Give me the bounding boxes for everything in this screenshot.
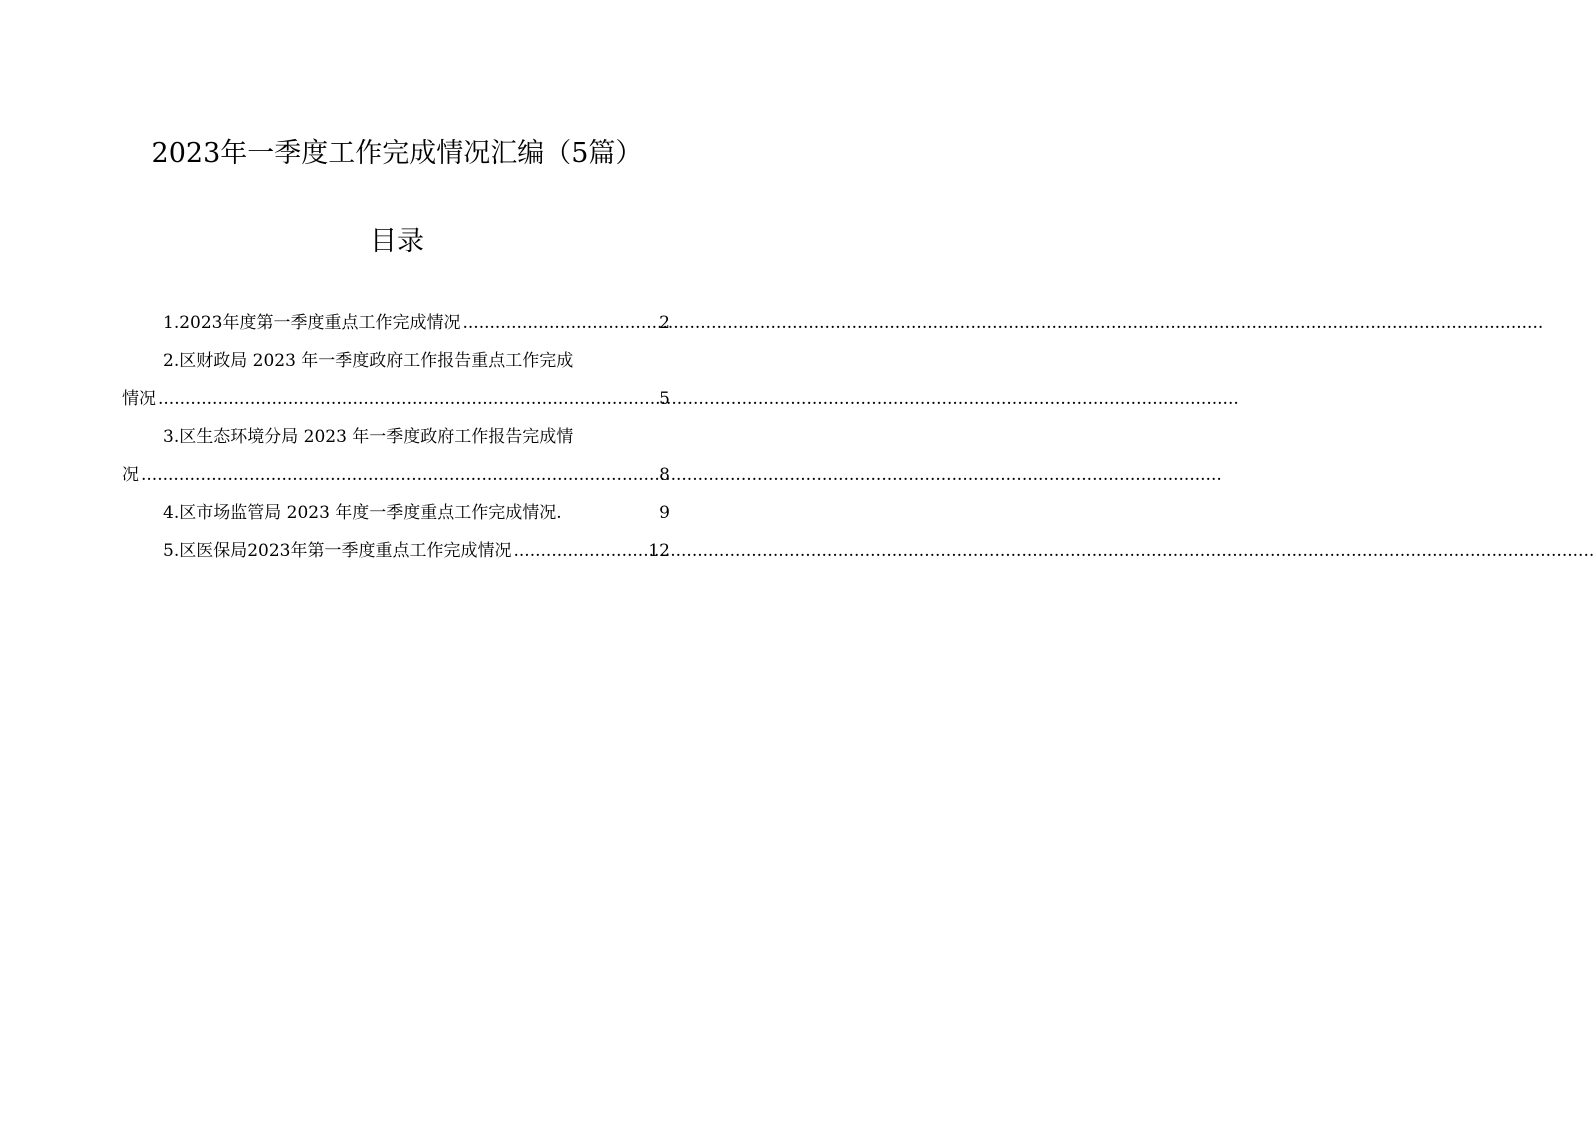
toc-entry-page: 12: [648, 541, 670, 561]
toc-entry-title: 区生态环境分局 2023 年一季度政府工作报告完成情: [179, 427, 574, 447]
toc-entry-page: 2: [659, 313, 670, 333]
toc-entry-page: 8: [659, 465, 670, 485]
toc-entry-number: 1.: [163, 313, 180, 333]
toc-entry-title-continued: 情况: [122, 389, 156, 409]
toc-entry-title: 区市场监管局 2023 年度一季度重点工作完成情况.: [179, 503, 562, 523]
table-of-contents: [122, 304, 670, 570]
toc-entry-number: 3.: [163, 427, 180, 447]
toc-entry-number: 4.: [163, 503, 180, 523]
toc-entry-title: 2023年度第一季度重点工作完成情况: [179, 313, 461, 333]
toc-heading: 目录: [370, 226, 424, 257]
toc-entry-title-continued: 况: [122, 465, 139, 485]
toc-leader-dots: [463, 304, 658, 342]
document-title: 2023年一季度工作完成情况汇编（5篇）: [151, 138, 643, 169]
toc-entry-4[interactable]: [122, 494, 670, 532]
toc-entry-5[interactable]: [122, 532, 670, 570]
toc-entry-number: 2.: [163, 351, 180, 371]
toc-entry-page: 9: [659, 503, 670, 523]
toc-entry-1[interactable]: [122, 304, 670, 342]
toc-leader-dots: [158, 380, 657, 418]
toc-entry-title: 区财政局 2023 年一季度政府工作报告重点工作完成: [179, 351, 574, 371]
toc-entry-3[interactable]: [122, 418, 670, 494]
toc-leader-dots: [514, 532, 647, 570]
toc-entry-title: 区医保局2023年第一季度重点工作完成情况: [179, 541, 512, 561]
toc-entry-2[interactable]: [122, 342, 670, 418]
toc-entry-page: 5: [659, 389, 670, 409]
toc-entry-number: 5.: [163, 541, 180, 561]
toc-leader-dots: [141, 456, 657, 494]
